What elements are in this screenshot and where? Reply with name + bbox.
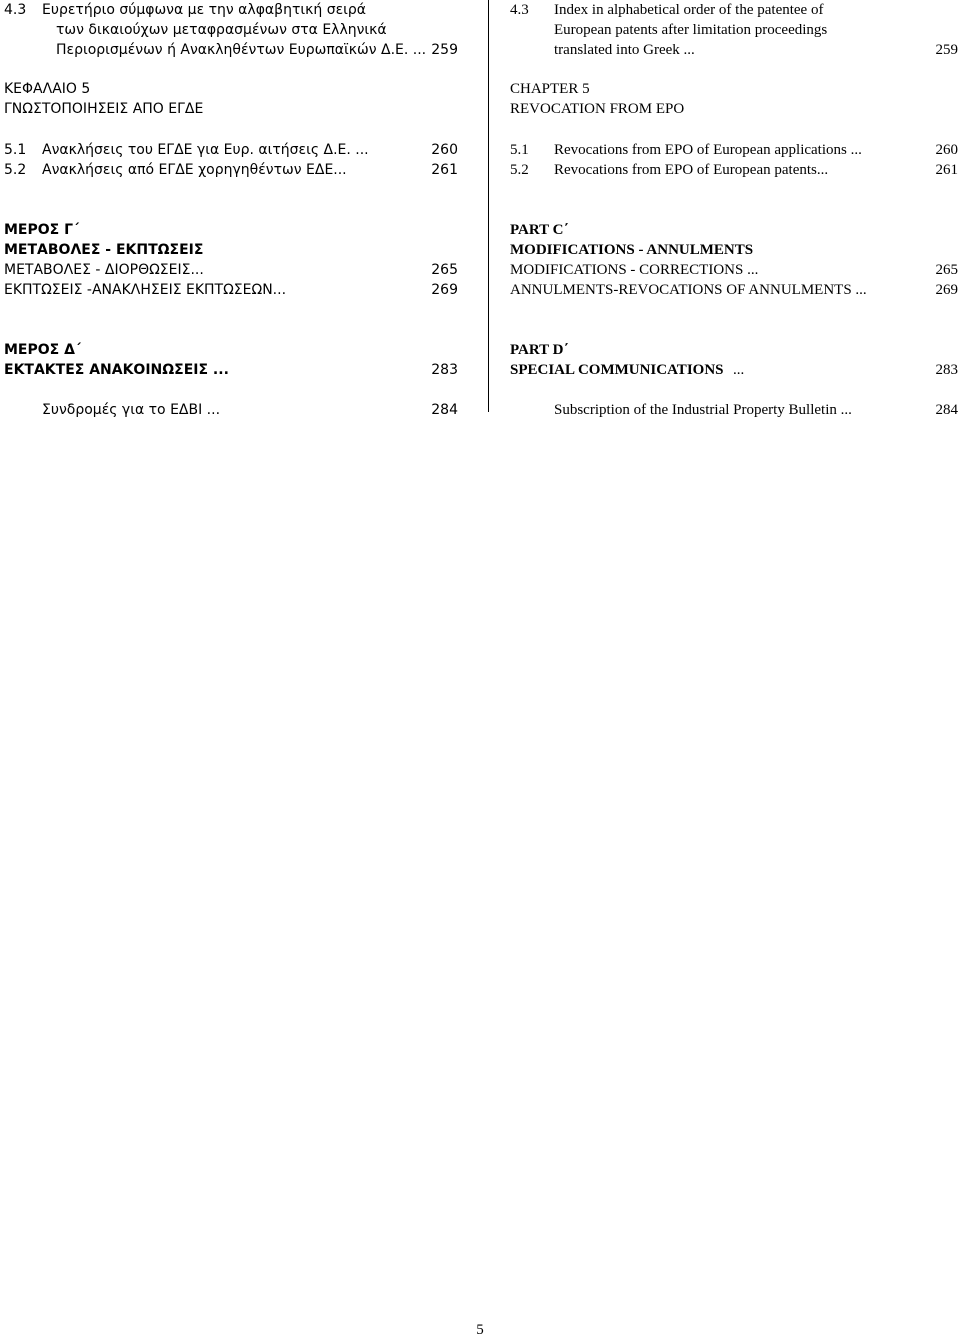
section-number: 4.3 <box>510 2 529 18</box>
page-ref: 283 <box>935 362 958 378</box>
part-label: ΜΕΡΟΣ Γ΄ <box>4 222 80 238</box>
page-ref: 269 <box>935 282 958 298</box>
page-ref: 260 <box>935 142 958 158</box>
page-ref: 261 <box>935 162 958 178</box>
section-number: 5.1 <box>510 142 529 158</box>
toc-entry-text: ΜΕΤΑΒΟΛΕΣ - ΔΙΟΡΘΩΣΕΙΣ... <box>4 262 204 278</box>
column-divider <box>488 0 489 412</box>
toc-entry-text: MODIFICATIONS - CORRECTIONS ... <box>510 262 759 278</box>
page-ref: 259 <box>935 42 958 58</box>
chapter-label: CHAPTER 5 <box>510 81 590 97</box>
chapter-title: ΓΝΩΣΤΟΠΟΙΗΣΕΙΣ ΑΠΟ ΕΓΔΕ <box>4 101 204 117</box>
part-label: PART D΄ <box>510 342 569 358</box>
section-number: 5.2 <box>4 162 27 178</box>
toc-entry-text: Περιορισμένων ή Ανακληθέντων Ευρωπαϊκών Δ.Ε. ... <box>56 42 427 58</box>
page-number: 5 <box>476 1322 484 1338</box>
page-ref: 265 <box>935 262 958 278</box>
chapter-label: ΚΕΦΑΛΑΙΟ 5 <box>4 81 91 97</box>
toc-entry-text: European patents after limitation proceedings <box>554 22 828 38</box>
section-number: 5.2 <box>510 162 529 178</box>
page-ref: 260 <box>431 142 458 158</box>
page-ref: 259 <box>431 42 458 58</box>
toc-entry-text: Revocations from EPO of European patents... <box>554 162 829 178</box>
toc-entry-text: Ανακλήσεις από ΕΓΔΕ χορηγηθέντων ΕΔΕ... <box>42 162 347 178</box>
chapter-title: REVOCATION FROM EPO <box>510 101 685 117</box>
toc-entry-text: ANNULMENTS-REVOCATIONS OF ANNULMENTS ... <box>510 282 867 298</box>
page-ref: 261 <box>431 162 458 178</box>
page-ref: 265 <box>431 262 458 278</box>
toc-entry-text: Revocations from EPO of European applications ... <box>554 142 862 158</box>
part-label: PART C΄ <box>510 222 569 238</box>
toc-entry-text: Subscription of the Industrial Property Bulletin ... <box>554 402 852 418</box>
toc-entry-text: ΕΚΠΤΩΣΕΙΣ -ΑΝΑΚΛΗΣΕΙΣ ΕΚΠΤΩΣΕΩΝ... <box>4 282 287 298</box>
toc-entry-text: Ευρετήριο σύμφωνα με την αλφαβητική σειρά <box>42 2 366 18</box>
page-ref: 284 <box>431 402 458 418</box>
part-label: ΜΕΡΟΣ Δ΄ <box>4 342 82 358</box>
part-title: ΜΕΤΑΒΟΛΕΣ - ΕΚΠΤΩΣΕΙΣ <box>4 242 204 258</box>
toc-entry-text: translated into Greek ... <box>554 42 695 58</box>
leader-dots: ... <box>733 362 745 378</box>
page-ref: 284 <box>935 402 958 418</box>
part-title: MODIFICATIONS - ANNULMENTS <box>510 242 754 258</box>
page-ref: 283 <box>431 362 458 378</box>
part-title: SPECIAL COMMUNICATIONS <box>510 362 724 378</box>
toc-entry-text: Ανακλήσεις του ΕΓΔΕ για Ευρ. αιτήσεις Δ.Ε. ... <box>42 142 369 158</box>
page-ref: 269 <box>431 282 458 298</box>
toc-entry-text: Συνδρομές για το ΕΔΒΙ ... <box>42 402 221 418</box>
part-title: ΕΚΤΑΚΤΕΣ ΑΝΑΚΟΙΝΩΣΕΙΣ ... <box>4 362 229 378</box>
section-number: 4.3 <box>4 2 27 18</box>
section-number: 5.1 <box>4 142 27 158</box>
toc-entry-text: Index in alphabetical order of the patentee of <box>554 2 824 18</box>
toc-entry-text: των δικαιούχων μεταφρασμένων στα Ελληνικά <box>56 22 387 38</box>
